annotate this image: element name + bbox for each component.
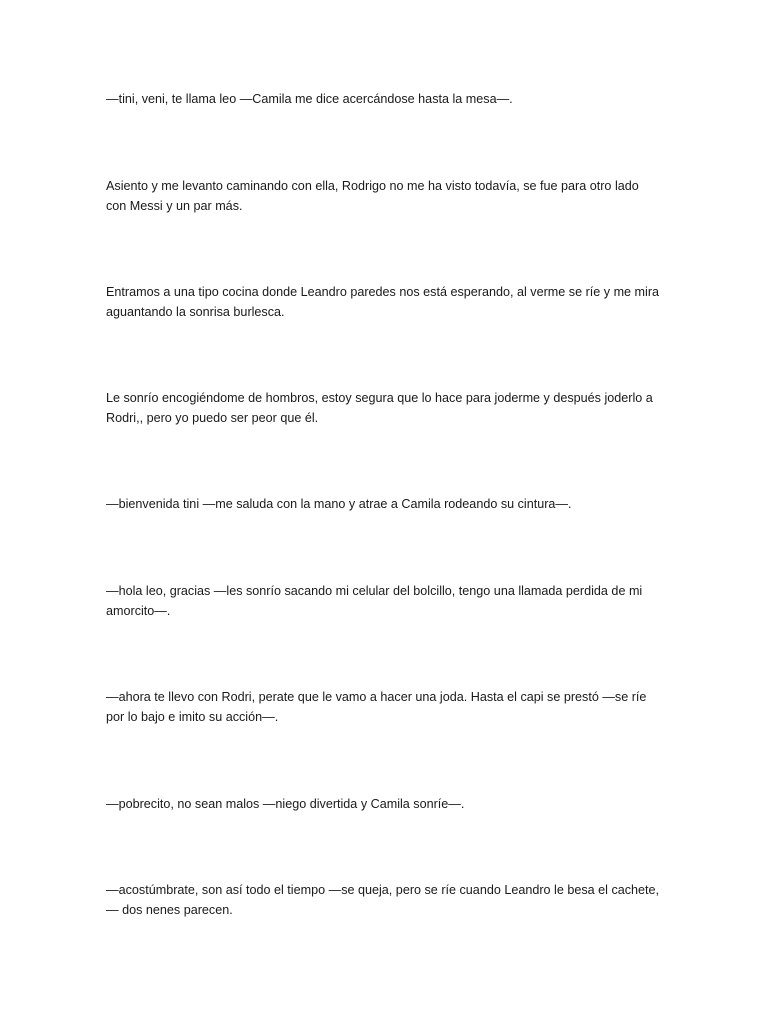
- paragraph-line: Entramos a una tipo cocina donde Leandro paredes nos está esperando, al verme se ríe y me mira: [106, 285, 660, 299]
- paragraph-5: [106, 495, 671, 515]
- paragraph-line: aguantando la sonrisa burlesca.: [106, 304, 285, 319]
- paragraph-line: —tini, veni, te llama leo —Camila me dice acercándose hasta la mesa—.: [106, 92, 513, 106]
- paragraph-line: —acostúmbrate, son así todo el tiempo —se queja, pero se ríe cuando Leandro le besa el cachete,: [106, 883, 660, 897]
- paragraph-line: — dos nenes parecen.: [106, 902, 233, 917]
- paragraph-line: por lo bajo e imito su acción—.: [106, 709, 279, 724]
- paragraph-line: —ahora te llevo con Rodri, perate que le vamo a hacer una joda. Hasta el capi se prestó —se ríe: [106, 690, 647, 704]
- paragraph-line: Rodri,, pero yo puedo ser peor que él.: [106, 410, 319, 425]
- paragraph-line: con Messi y un par más.: [106, 198, 243, 213]
- paragraph-line: —bienvenida tini —me saluda con la mano y atrae a Camila rodeando su cintura—.: [106, 497, 572, 511]
- paragraph-9: [106, 881, 671, 920]
- paragraph-3: [106, 283, 671, 322]
- paragraph-line: —pobrecito, no sean malos —niego divertida y Camila sonríe—.: [106, 797, 465, 811]
- paragraph-8: [106, 795, 671, 815]
- paragraph-line: amorcito—.: [106, 603, 171, 618]
- paragraph-line: —hola leo, gracias —les sonrío sacando mi celular del bolcillo, tengo una llamada perdida de mi: [106, 584, 643, 598]
- paragraph-4: [106, 389, 671, 428]
- paragraph-7: [106, 688, 671, 727]
- paragraph-2: [106, 177, 671, 216]
- paragraph-6: [106, 582, 671, 621]
- paragraph-line: Asiento y me levanto caminando con ella, Rodrigo no me ha visto todavía, se fue para otro lado: [106, 179, 639, 193]
- paragraph-line: Le sonrío encogiéndome de hombros, estoy segura que lo hace para joderme y después joderlo a: [106, 391, 653, 405]
- paragraph-1: [106, 90, 671, 110]
